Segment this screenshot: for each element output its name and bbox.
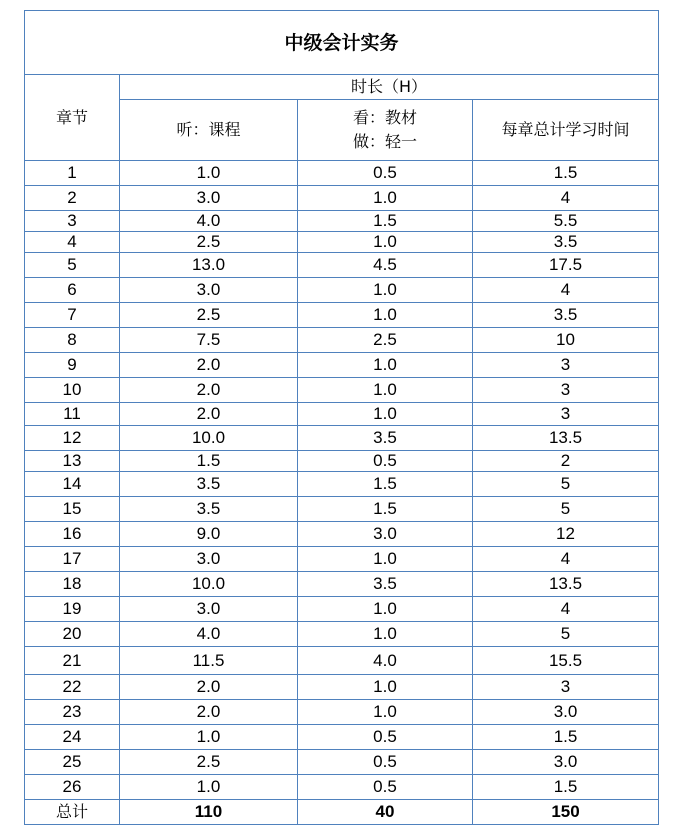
totals-label: 总计 — [25, 800, 120, 825]
read-hours-cell: 1.0 — [298, 597, 473, 622]
table-row — [25, 775, 659, 800]
practice-exercise-label: 做：轻一 — [352, 132, 417, 151]
table-row — [25, 750, 659, 775]
table-title: 中级会计实务 — [25, 11, 659, 75]
chapter-number-cell: 22 — [25, 675, 120, 700]
chapter-number-cell: 12 — [25, 426, 120, 451]
listen-hours-cell: 4.0 — [120, 211, 298, 232]
read-hours-cell: 4.5 — [298, 253, 473, 278]
read-hours-cell: 1.0 — [298, 378, 473, 403]
chapter-total-cell: 13.5 — [473, 572, 659, 597]
chapter-number-cell: 9 — [25, 353, 120, 378]
table-row — [25, 403, 659, 426]
listen-hours-cell: 2.0 — [120, 700, 298, 725]
read-hours-cell: 4.0 — [298, 647, 473, 675]
listen-hours-cell: 1.0 — [120, 725, 298, 750]
table-row — [25, 675, 659, 700]
chapter-total-cell: 1.5 — [473, 725, 659, 750]
listen-hours-cell: 3.0 — [120, 547, 298, 572]
listen-hours-cell: 2.0 — [120, 353, 298, 378]
listen-hours-cell: 3.5 — [120, 497, 298, 522]
chapter-total-cell: 1.5 — [473, 161, 659, 186]
chapter-number-cell: 13 — [25, 451, 120, 472]
duration-header: 时长（H） — [120, 75, 659, 100]
listen-hours-cell: 2.5 — [120, 303, 298, 328]
listen-hours-cell: 1.0 — [120, 161, 298, 186]
chapter-total-cell: 13.5 — [473, 426, 659, 451]
table-row — [25, 303, 659, 328]
chapter-total-cell: 3 — [473, 353, 659, 378]
table-row — [25, 253, 659, 278]
chapter-number-cell: 2 — [25, 186, 120, 211]
chapter-number-cell: 19 — [25, 597, 120, 622]
study-plan-table — [24, 10, 659, 825]
table-row — [25, 353, 659, 378]
chapter-total-cell: 3 — [473, 403, 659, 426]
chapter-number-cell: 15 — [25, 497, 120, 522]
total-listen-hours: 110 — [120, 800, 298, 825]
read-hours-cell: 1.0 — [298, 186, 473, 211]
listen-hours-cell: 2.5 — [120, 750, 298, 775]
read-hours-cell: 1.0 — [298, 622, 473, 647]
listen-hours-cell: 1.5 — [120, 451, 298, 472]
read-hours-cell: 1.5 — [298, 472, 473, 497]
chapter-number-cell: 11 — [25, 403, 120, 426]
chapter-total-cell: 3.5 — [473, 303, 659, 328]
read-textbook-label: 看：教材 — [352, 108, 417, 127]
chapter-number-cell: 23 — [25, 700, 120, 725]
read-hours-cell: 0.5 — [298, 451, 473, 472]
chapter-total-cell: 5.5 — [473, 211, 659, 232]
chapter-total-cell: 17.5 — [473, 253, 659, 278]
listen-hours-cell: 3.0 — [120, 186, 298, 211]
chapter-number-cell: 24 — [25, 725, 120, 750]
read-hours-cell: 3.5 — [298, 426, 473, 451]
listen-hours-cell: 3.5 — [120, 472, 298, 497]
table-row — [25, 547, 659, 572]
table-row — [25, 725, 659, 750]
read-hours-cell: 1.0 — [298, 303, 473, 328]
listen-hours-cell: 9.0 — [120, 522, 298, 547]
table-row — [25, 572, 659, 597]
read-hours-cell: 1.0 — [298, 353, 473, 378]
table-row — [25, 232, 659, 253]
duration-header-row — [25, 75, 659, 100]
table-row — [25, 647, 659, 675]
read-hours-cell: 3.5 — [298, 572, 473, 597]
chapter-number-cell: 7 — [25, 303, 120, 328]
chapter-total-cell: 5 — [473, 472, 659, 497]
title-row — [25, 11, 659, 75]
chapter-number-cell: 21 — [25, 647, 120, 675]
totals-row — [25, 800, 659, 825]
listen-hours-cell: 2.5 — [120, 232, 298, 253]
read-hours-cell: 3.0 — [298, 522, 473, 547]
table-row — [25, 186, 659, 211]
chapter-total-cell: 4 — [473, 597, 659, 622]
chapter-total-cell: 1.5 — [473, 775, 659, 800]
read-hours-cell: 0.5 — [298, 775, 473, 800]
chapter-header: 章节 — [25, 75, 120, 161]
chapter-number-cell: 14 — [25, 472, 120, 497]
read-hours-cell: 1.0 — [298, 403, 473, 426]
chapter-number-cell: 17 — [25, 547, 120, 572]
chapter-total-cell: 3.0 — [473, 750, 659, 775]
chapter-total-header: 每章总计学习时间 — [473, 100, 659, 161]
chapter-total-cell: 4 — [473, 186, 659, 211]
table-row — [25, 328, 659, 353]
chapter-number-cell: 26 — [25, 775, 120, 800]
chapter-total-cell: 3.5 — [473, 232, 659, 253]
chapter-number-cell: 10 — [25, 378, 120, 403]
table-row — [25, 211, 659, 232]
table-row — [25, 451, 659, 472]
chapter-total-cell: 12 — [473, 522, 659, 547]
subheader-row — [25, 100, 659, 161]
table-row — [25, 497, 659, 522]
grand-total-hours: 150 — [473, 800, 659, 825]
table-row — [25, 522, 659, 547]
chapter-number-cell: 1 — [25, 161, 120, 186]
listen-hours-cell: 10.0 — [120, 426, 298, 451]
chapter-total-cell: 5 — [473, 497, 659, 522]
chapter-total-cell: 3 — [473, 378, 659, 403]
listen-course-header: 听：课程 — [120, 100, 298, 161]
table-row — [25, 378, 659, 403]
listen-hours-cell: 4.0 — [120, 622, 298, 647]
chapter-number-cell: 18 — [25, 572, 120, 597]
table-row — [25, 426, 659, 451]
chapter-total-cell: 2 — [473, 451, 659, 472]
read-hours-cell: 1.0 — [298, 700, 473, 725]
chapter-total-cell: 10 — [473, 328, 659, 353]
chapter-number-cell: 8 — [25, 328, 120, 353]
listen-hours-cell: 3.0 — [120, 597, 298, 622]
chapter-total-cell: 3 — [473, 675, 659, 700]
read-hours-cell: 1.5 — [298, 211, 473, 232]
listen-hours-cell: 2.0 — [120, 378, 298, 403]
table-row — [25, 161, 659, 186]
read-hours-cell: 1.5 — [298, 497, 473, 522]
listen-hours-cell: 7.5 — [120, 328, 298, 353]
listen-hours-cell: 11.5 — [120, 647, 298, 675]
table-row — [25, 472, 659, 497]
chapter-number-cell: 6 — [25, 278, 120, 303]
listen-hours-cell: 13.0 — [120, 253, 298, 278]
read-practice-header — [298, 100, 473, 161]
table-row — [25, 700, 659, 725]
listen-hours-cell: 2.0 — [120, 675, 298, 700]
table-row — [25, 622, 659, 647]
read-hours-cell: 2.5 — [298, 328, 473, 353]
listen-hours-cell: 10.0 — [120, 572, 298, 597]
table-row — [25, 278, 659, 303]
chapter-total-cell: 15.5 — [473, 647, 659, 675]
listen-hours-cell: 3.0 — [120, 278, 298, 303]
chapter-number-cell: 3 — [25, 211, 120, 232]
chapter-total-cell: 4 — [473, 278, 659, 303]
chapter-number-cell: 20 — [25, 622, 120, 647]
chapter-number-cell: 25 — [25, 750, 120, 775]
table-row — [25, 597, 659, 622]
chapter-number-cell: 5 — [25, 253, 120, 278]
total-read-hours: 40 — [298, 800, 473, 825]
chapter-number-cell: 4 — [25, 232, 120, 253]
read-hours-cell: 1.0 — [298, 278, 473, 303]
listen-hours-cell: 1.0 — [120, 775, 298, 800]
read-hours-cell: 0.5 — [298, 161, 473, 186]
chapter-number-cell: 16 — [25, 522, 120, 547]
read-hours-cell: 1.0 — [298, 547, 473, 572]
chapter-total-cell: 3.0 — [473, 700, 659, 725]
chapter-total-cell: 4 — [473, 547, 659, 572]
chapter-total-cell: 5 — [473, 622, 659, 647]
read-hours-cell: 1.0 — [298, 232, 473, 253]
read-hours-cell: 0.5 — [298, 725, 473, 750]
listen-hours-cell: 2.0 — [120, 403, 298, 426]
read-hours-cell: 1.0 — [298, 675, 473, 700]
read-hours-cell: 0.5 — [298, 750, 473, 775]
